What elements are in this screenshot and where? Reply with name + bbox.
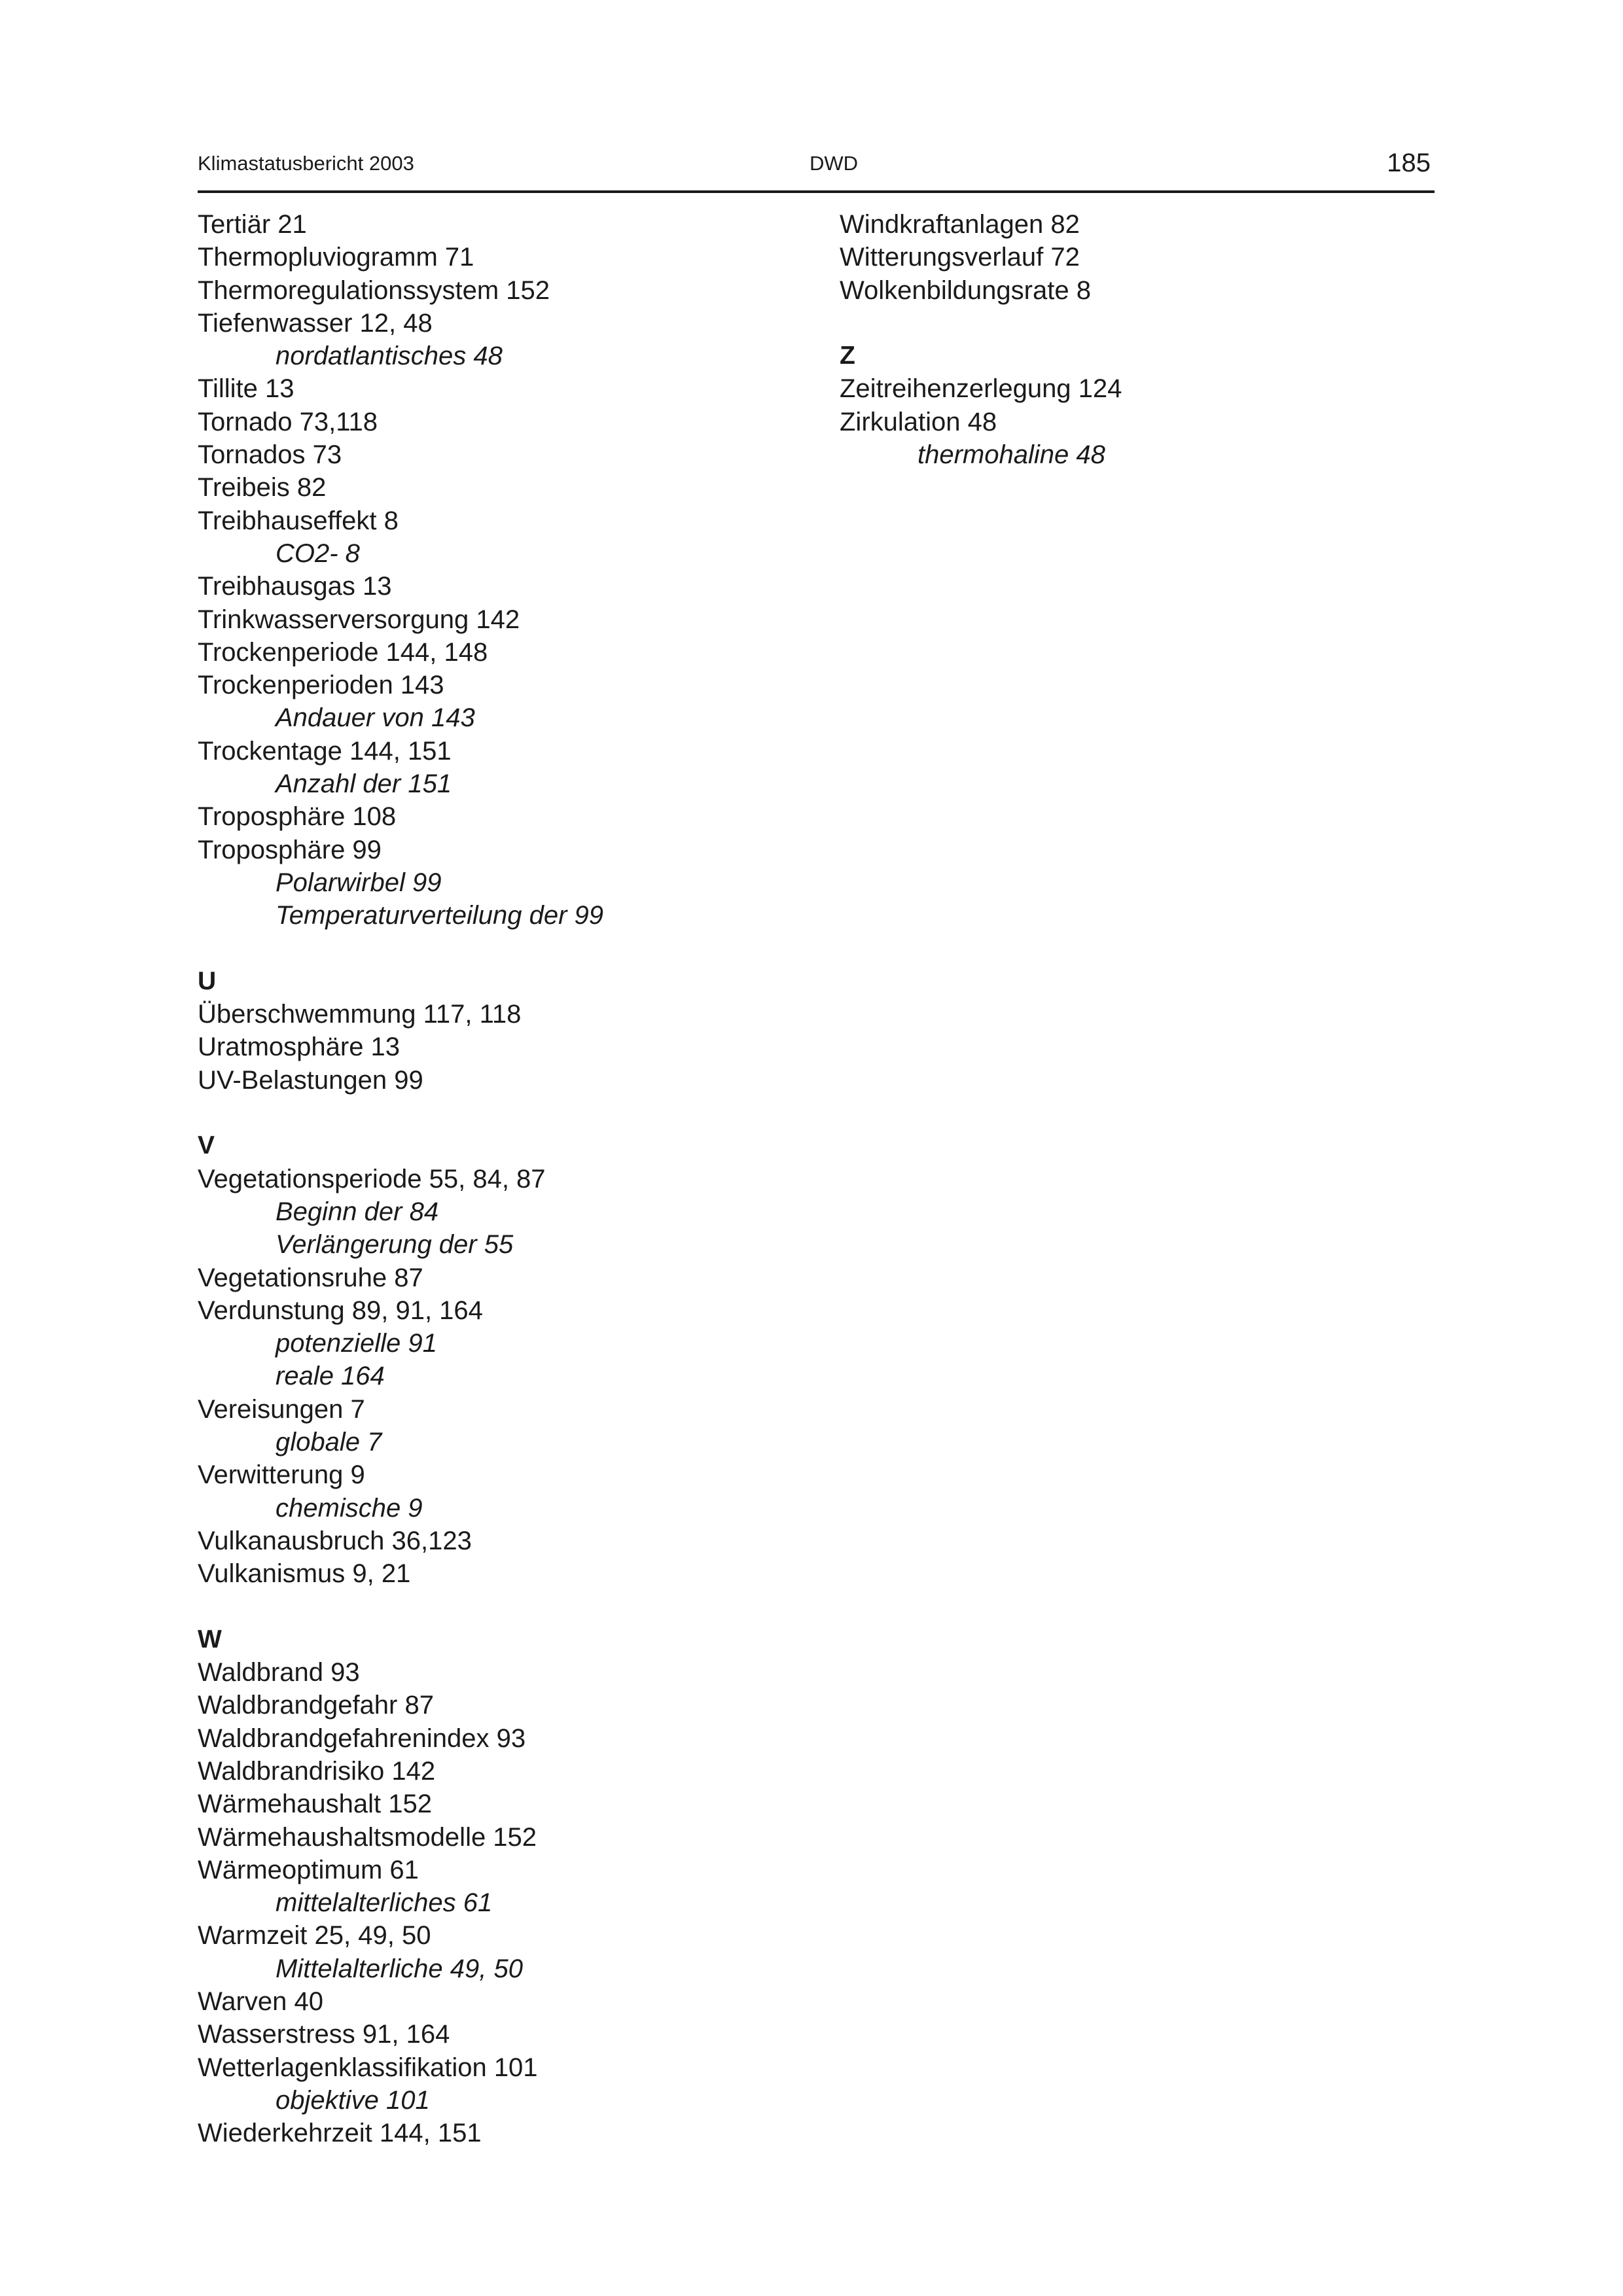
index-entry: Wetterlagenklassifikation 101 [198,2053,538,2082]
index-subentry: Beginn der 84 [276,1197,439,1226]
index-subentry: reale 164 [276,1362,385,1391]
index-subentry: nordatlantisches 48 [276,342,503,371]
index-subentry: thermohaline 48 [918,440,1105,470]
index-entry: Wolkenbildungsrate 8 [840,275,1091,305]
index-entry: Waldbrand 93 [198,1658,360,1687]
index-entry: Waldbrandgefahrenindex 93 [198,1723,526,1753]
index-entry: Thermoregulationssystem 152 [198,275,550,305]
page-header [198,145,1435,179]
page-number: 185 [1387,149,1431,177]
index-entry: Vereisungen 7 [198,1394,365,1424]
index-entry: Thermopluviogramm 71 [198,243,474,272]
index-entry: Witterungsverlauf 72 [840,243,1080,272]
index-subentry: Mittelalterliche 49, 50 [276,1954,523,1983]
index-entry: Überschwemmung 117, 118 [198,1000,522,1029]
index-column-right [840,208,1429,471]
index-entry: Wärmehaushaltsmodelle 152 [198,1822,537,1852]
index-entry: Tiefenwasser 12, 48 [198,308,433,338]
index-subentry: chemische 9 [276,1493,423,1523]
index-entry: Tertiär 21 [198,210,307,239]
index-subentry: potenzielle 91 [276,1329,437,1358]
index-entry: Vegetationsperiode 55, 84, 87 [198,1164,546,1193]
index-entry: Vegetationsruhe 87 [198,1263,423,1292]
index-entry: Vulkanausbruch 36,123 [198,1526,472,1555]
header-rule [198,190,1435,193]
index-entry: Warmzeit 25, 49, 50 [198,1921,431,1951]
spacer [198,932,826,965]
index-entry: Wiederkehrzeit 144, 151 [198,2119,482,2148]
index-entry: Trockentage 144, 151 [198,736,452,766]
index-entry: Wasserstress 91, 164 [198,2020,450,2049]
index-entry: Trockenperiode 144, 148 [198,637,488,667]
publisher-label: DWD [810,152,859,175]
index-entry: Troposphäre 99 [198,835,382,864]
index-entry: Tornados 73 [198,440,342,470]
index-entry: Trinkwasserversorgung 142 [198,605,520,634]
index-entry: Warven 40 [198,1987,323,2017]
spacer [840,307,1429,340]
index-entry: UV-Belastungen 99 [198,1065,423,1095]
section-letter: U [198,966,217,995]
index-subentry: mittelalterliches 61 [276,1888,493,1918]
index-entry: Treibhausgas 13 [198,572,392,601]
index-entry: Wärmeoptimum 61 [198,1855,419,1884]
index-entry: Verdunstung 89, 91, 164 [198,1296,483,1325]
index-entry: Verwitterung 9 [198,1460,365,1490]
index-entry: Windkraftanlagen 82 [840,210,1080,239]
index-subentry: Polarwirbel 99 [276,868,442,897]
index-entry: Tornado 73,118 [198,407,378,436]
index-entry: Tillite 13 [198,374,294,404]
index-subentry: Verlängerung der 55 [276,1230,514,1260]
index-entry: Zirkulation 48 [840,407,997,436]
index-entry: Uratmosphäre 13 [198,1033,401,1062]
section-letter: V [198,1131,215,1160]
index-subentry: Temperaturverteilung der 99 [276,901,604,930]
index-subentry: objektive 101 [276,2085,430,2115]
index-entry: Treibeis 82 [198,473,327,503]
running-title: Klimastatusbericht 2003 [198,152,414,175]
index-entry: Treibhauseffekt 8 [198,506,399,535]
index-subentry: CO2- 8 [276,539,360,568]
spacer [198,1097,826,1129]
index-entry: Vulkanismus 9, 21 [198,1559,411,1589]
section-letter: W [198,1625,222,1653]
index-entry: Zeitreihenzerlegung 124 [840,374,1122,404]
spacer [198,1590,826,1623]
index-subentry: globale 7 [276,1427,382,1457]
index-entry: Trockenperioden 143 [198,671,444,700]
index-entry: Troposphäre 108 [198,802,397,832]
index-subentry: Anzahl der 151 [276,769,452,799]
index-subentry: Andauer von 143 [276,703,475,733]
index-entry: Waldbrandrisiko 142 [198,1756,436,1786]
section-letter: Z [840,342,855,370]
index-entry: Waldbrandgefahr 87 [198,1691,434,1720]
index-entry: Wärmehaushalt 152 [198,1790,432,1819]
index-column-left [198,208,826,2150]
